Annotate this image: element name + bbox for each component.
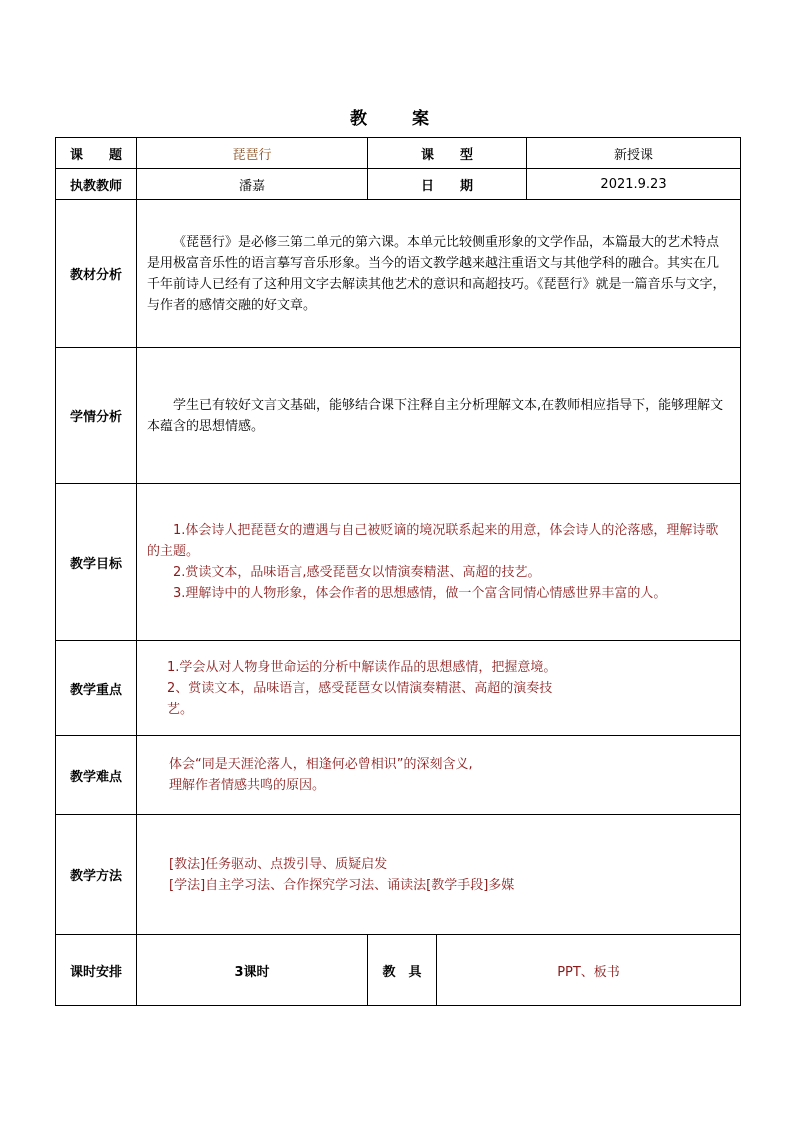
teacher-label: 执教教师 <box>56 169 137 200</box>
material-text: 《琵琶行》是必修三第二单元的第六课。本单元比较侧重形象的文学作品，本篇最大的艺术特点是用极富音乐性的语言摹写音乐形象。当今的语文教学越来越注重语文与其他学科的融合。其实在几千年前诗人已经有了这种用文字去解读其他艺术的意识和高超技巧。《琵琶行》就是一篇音乐与文字，与作者的感情交融的好文章。 <box>147 234 726 313</box>
student-cell <box>137 348 741 484</box>
topic-label: 课 题 <box>56 138 137 169</box>
page-title: 教 案 <box>350 109 443 129</box>
lesson-plan-table <box>55 137 741 1006</box>
difficulty-cell <box>137 736 741 815</box>
tools-value: PPT、板书 <box>437 935 741 1006</box>
key-label: 教学重点 <box>56 641 137 736</box>
goal-cell <box>137 484 741 641</box>
key-row <box>56 641 741 736</box>
student-text: 学生已有较好文言文基础，能够结合课下注释自主分析理解文本,在教师相应指导下，能够理解文本蕴含的思想情感。 <box>147 397 724 434</box>
goal-item: 1.体会诗人把琵琶女的遭遇与自己被贬谪的境况联系起来的用意，体会诗人的沦落感，理解诗歌的主题。 <box>147 523 719 559</box>
key-item: 1.学会从对人物身世命运的分析中解读作品的思想感情，把握意境。 <box>167 659 557 675</box>
hours-row <box>56 935 741 1006</box>
material-label: 教材分析 <box>56 200 137 348</box>
key-item: 艺。 <box>167 701 194 717</box>
method-cell <box>137 815 741 935</box>
date-label: 日 期 <box>368 169 527 200</box>
goal-item: 2.赏读文本，品味语言,感受琵琶女以情演奏精湛、高超的技艺。 <box>173 565 541 580</box>
material-cell <box>137 200 741 348</box>
teacher-value: 潘嘉 <box>137 169 368 200</box>
topic-value: 琵琶行 <box>137 138 368 169</box>
type-label: 课 型 <box>368 138 527 169</box>
key-cell <box>137 641 741 736</box>
tools-label: 教 具 <box>368 935 437 1006</box>
goal-row <box>56 484 741 641</box>
type-value: 新授课 <box>527 138 741 169</box>
method-row <box>56 815 741 935</box>
teacher-row <box>56 169 741 200</box>
method-item: [学法]自主学习法、合作探究学习法、诵读法[教学手段]多媒 <box>169 877 515 893</box>
goal-item: 3.理解诗中的人物形象，体会作者的思想感情，做一个富含同情心情感世界丰富的人。 <box>173 586 667 601</box>
difficulty-row <box>56 736 741 815</box>
material-row <box>56 200 741 348</box>
difficulty-item: 体会“同是天涯沦落人，相逢何必曾相识”的深刻含义, <box>169 757 473 772</box>
difficulty-label: 教学难点 <box>56 736 137 815</box>
student-label: 学情分析 <box>56 348 137 484</box>
method-label: 教学方法 <box>56 815 137 935</box>
goal-label: 教学目标 <box>56 484 137 641</box>
topic-row <box>56 138 741 169</box>
student-row <box>56 348 741 484</box>
key-item: 2、赏读文本，品味语言，感受琵琶女以情演奏精湛、高超的演奏技 <box>167 680 553 696</box>
hours-label: 课时安排 <box>56 935 137 1006</box>
method-item: [教法]任务驱动、点拨引导、质疑启发 <box>169 856 388 872</box>
date-value: 2021.9.23 <box>527 169 741 200</box>
difficulty-item: 理解作者情感共鸣的原因。 <box>169 778 326 793</box>
hours-value: 3课时 <box>137 935 368 1006</box>
